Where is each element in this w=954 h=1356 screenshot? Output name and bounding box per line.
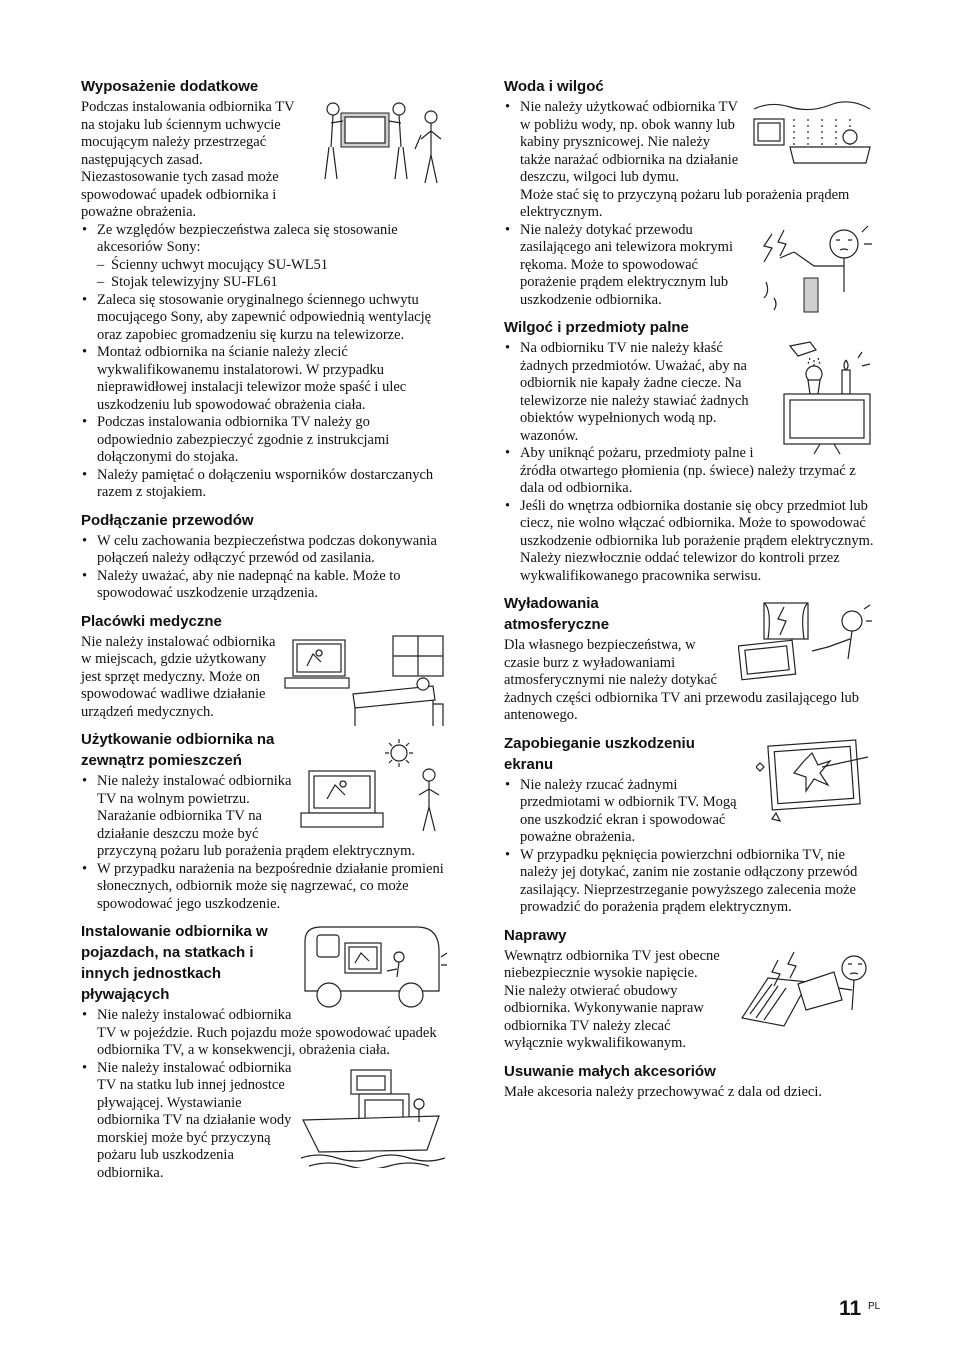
repair-illustration <box>738 948 874 1034</box>
repairs-text-1: Wewnątrz odbiornika TV jest obecne niebezpiecznie wysokie napięcie. <box>504 947 720 981</box>
lightning-illustration <box>738 599 874 685</box>
page-language: PL <box>868 1301 881 1312</box>
list-item: • Jeśli do wnętrza odbiornika dostanie się obcy przedmiot lub ciecz, nie wolno włączać odbiornika. Może to spowodować uszkodzenie odbiornika lub porażenie prądem elektrycznym. Należy niezwłocznie oddać telewizor do kontroli przez wykwalifikowanego pracownika serwisu. <box>504 498 874 586</box>
list-item: • W przypadku narażenia na bezpośrednie działanie promieni słonecznych, odbiornik może się nagrzewać, co może spowodować jego uszkodzenie. <box>81 861 449 914</box>
vehicle-illustration <box>299 921 449 1013</box>
list-item: • Należy pamiętać o dołączeniu wsporników dostarczanych razem z stojakiem. <box>81 467 449 502</box>
section-title: Instalowanie odbiornika w pojazdach, na statkach i innych jednostkach pływających <box>81 923 268 1003</box>
section-title: Wyposażenie dodatkowe <box>81 78 259 95</box>
section-title: Zapobieganie uszkodzeniu ekranu <box>504 734 695 773</box>
section-title: Wyładowania atmosferyczne <box>504 595 610 633</box>
list-item: • Należy uważać, aby nie nadepnąć na kable. Może to spowodować uszkodzenie urządzenia. <box>81 568 449 603</box>
list-item: • W celu zachowania bezpieczeństwa podczas dokonywania połączeń należy odłączyć przewód od zasilania. <box>81 533 449 568</box>
list-item: • Nie należy instalować odbiornika TV na statku lub innej jednostce pływającej. Wystawianie odbiornika TV na działanie wody morskiej może być przyczyną pożaru lub uszkodzenia odbiornika. <box>81 1060 449 1183</box>
list-item: • Nie należy instalować odbiornika TV w pojeździe. Ruch pojazdu może spowodować upadek odbiornika TV, a w konsekwencji, obrażenia ciała. <box>81 1007 449 1060</box>
repairs-text-2: Nie należy otwierać obudowy odbiornika. Wykonywanie napraw odbiornika TV należy zlecać wyłącznie wykwalifikowanym. <box>504 982 704 1051</box>
section-accessories <box>81 76 449 502</box>
page-number: 11 <box>839 1297 862 1320</box>
right-column <box>504 76 874 1101</box>
list-item: • Montaż odbiornika na ścianie należy zlecić wykwalifikowanemu instalatorowi. W przypadku nieprawidłowej instalacji telewizor może spaść i ulec uszkodzeniu lub spowodować obrażenia ciała. <box>81 344 449 414</box>
section-water <box>504 76 874 309</box>
section-title: Placówki medyczne <box>81 612 222 630</box>
left-column <box>81 76 449 1182</box>
hospital-illustration <box>283 634 449 730</box>
section-small-accessories <box>504 1061 874 1102</box>
section-outdoor <box>81 729 449 913</box>
section-title: Naprawy <box>504 926 567 944</box>
list-item: • Nie należy rzucać żadnymi przedmiotami w odbiornik TV. Mogą one uszkodzić ekran i spowodować poważne obrażenia. <box>504 777 874 847</box>
section-title: Użytkowanie odbiornika na zewnątrz pomieszczeń <box>81 731 275 769</box>
list-item: • Aby uniknąć pożaru, przedmioty palne i źródła otwartego płomienia (np. świece) należy trzymać z dala od odbiornika. <box>504 445 874 498</box>
small-accessories-text: Małe akcesoria należy przechowywać z dala od dzieci. <box>504 1083 823 1100</box>
sub-item-stand: – Stojak telewizyjny SU-FL61 <box>81 274 449 292</box>
intro-text: Podczas instalowania odbiornika TV na stojaku lub ściennym uchwycie mocującym należy przestrzegać następujących zasad. <box>81 99 295 168</box>
section-repairs <box>504 925 874 1053</box>
list-item: • Na odbiorniku TV nie należy kłaść żadnych przedmiotów. Uważać, aby na odbiornik nie kapały żadne ciecze. Na telewizorze nie należy stawiać żadnych obiektów wypełnionych wodą np. wazonów. <box>504 340 874 445</box>
list-item: • Ze względów bezpieczeństwa zaleca się stosowanie akcesoriów Sony: – Ścienny uchwyt mocujący SU-WL51 – Stojak telewizyjny SU-FL61 <box>81 222 449 292</box>
section-title: Usuwanie małych akcesoriów <box>504 1062 716 1080</box>
section-cables <box>81 510 449 603</box>
list-item: • Podczas instalowania odbiornika TV należy go odpowiednio zabezpieczyć zgodnie z instrukcjami dołączonymi do stojaka. <box>81 414 449 467</box>
section-lightning <box>504 593 874 725</box>
section-medical <box>81 611 449 722</box>
lightning-text: Dla własnego bezpieczeństwa, w czasie burz z wyładowaniami atmosferycznymi nie należy dotykać żadnych części odbiornika TV ani przewodu zasilającego lub antenowego. <box>504 637 859 723</box>
sub-item-wall-mount: – Ścienny uchwyt mocujący SU-WL51 <box>81 257 449 275</box>
mounting-illustration <box>303 99 449 187</box>
section-vehicles <box>81 921 449 1182</box>
section-title: Woda i wilgoć <box>504 78 604 95</box>
list-item: • Zaleca się stosowanie oryginalnego ściennego uchwytu mocującego Sony, aby zapewnić odpowiednią wentylację oraz zapobiec gromadzeniu się kurzu na telewizorze. <box>81 292 449 345</box>
intro-text-2: Niezastosowanie tych zasad może spowodować upadek odbiornika i poważne obrażenia. <box>81 169 279 220</box>
list-item: • Nie należy użytkować odbiornika TV w pobliżu wody, np. obok wanny lub kabiny prysznicowej. Nie należy także narażać odbiornika na działanie deszczu, wilgoci lub dymu. Może stać się to przyczyną pożaru lub porażenia prądem elektrycznym. <box>504 99 874 222</box>
medical-text: Nie należy instalować odbiornika w miejscach, gdzie użytkowany jest sprzęt medyczny. Może on spowodować wadliwe działanie urządzeń medycznych. <box>81 633 276 720</box>
section-title: Wilgoć i przedmioty palne <box>504 319 689 336</box>
list-item: • Nie należy instalować odbiornika TV na wolnym powietrzu. Narażanie odbiornika TV na działanie deszczu może być przyczyną pożaru lub porażenia prądem elektrycznym. <box>81 773 449 861</box>
section-title: Podłączanie przewodów <box>81 511 254 529</box>
section-screen <box>504 733 874 917</box>
list-item: • W przypadku pęknięcia powierzchni odbiornika TV, nie należy jej dotykać, zanim nie zostanie odłączony przewód zasilający. Nieprzestrzeganie powyższego zalecenia może prowadzić do porażenia prądem elektrycznym. <box>504 847 874 917</box>
section-flammable <box>504 317 874 585</box>
list-item: • Nie należy dotykać przewodu zasilającego ani telewizora mokrymi rękoma. Może to spowodować porażenie prądem elektrycznym lub uszkodzenie odbiornika. <box>504 222 874 310</box>
